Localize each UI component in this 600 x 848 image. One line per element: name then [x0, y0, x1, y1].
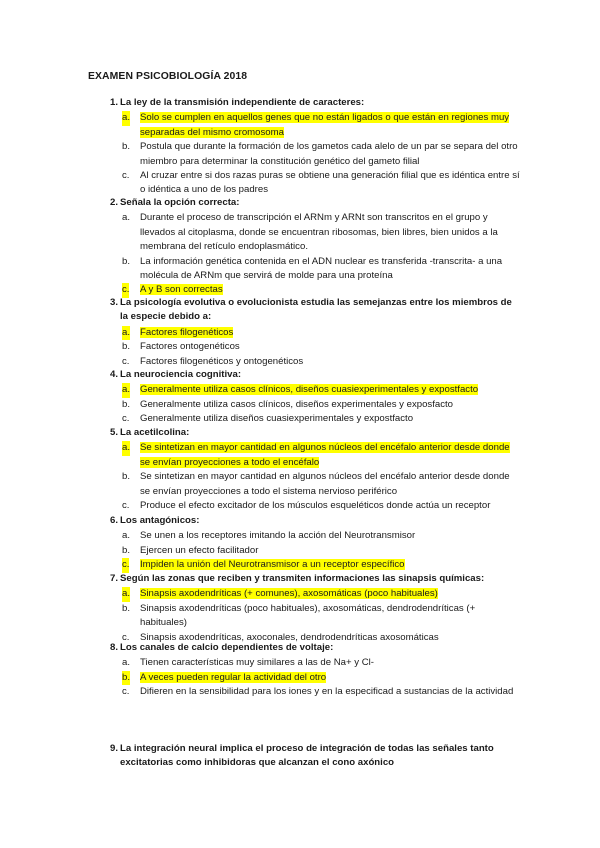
highlighted-answer-text: Factores filogenéticos: [140, 326, 234, 338]
option-letter: b.: [122, 544, 131, 556]
option-letter: c.: [122, 413, 130, 425]
option-list: [102, 111, 522, 197]
option-letter: a.: [122, 326, 130, 340]
option-letter: a.: [122, 441, 130, 455]
option-letter: c.: [122, 631, 130, 643]
question-5: [102, 426, 522, 513]
option-letter: a.: [122, 587, 130, 601]
question-8: [102, 641, 522, 700]
option-letter: c.: [122, 170, 130, 182]
highlighted-answer-text: Sinapsis axodendríticas (+ comunes), axosomáticas (poco habituales): [140, 588, 438, 600]
question-text: La neurociencia cognitiva:: [120, 369, 242, 380]
option-c: [102, 169, 522, 198]
question-text: La integración neural implica el proceso de integración de todas las señales tanto excitatorias como inhibidoras que alcanzan el cono axónico: [120, 743, 494, 769]
option-letter: c.: [122, 355, 130, 367]
question-number: 6.: [109, 515, 118, 526]
option-c: [102, 558, 522, 572]
option-list: [102, 441, 522, 513]
question-number: 2.: [109, 197, 118, 208]
question-7: [102, 572, 522, 645]
option-c: [102, 685, 522, 699]
option-letter: b.: [122, 255, 131, 267]
option-b: [102, 340, 522, 354]
question-text: Señala la opción correcta:: [120, 197, 240, 208]
option-letter: c.: [122, 686, 130, 698]
option-a: [102, 587, 522, 601]
option-letter: b.: [122, 671, 130, 685]
option-letter: b.: [122, 398, 131, 410]
option-text: Ejercen un efecto facilitador: [140, 544, 259, 556]
highlighted-answer-text: Generalmente utiliza casos clínicos, diseños cuasiexperimentales y expostfacto: [140, 384, 479, 396]
option-b: [102, 470, 522, 499]
option-letter: a.: [122, 383, 130, 397]
option-letter: a.: [122, 111, 130, 125]
option-b: [102, 671, 522, 685]
option-c: [102, 355, 522, 369]
option-letter: c.: [122, 558, 129, 572]
option-letter: c.: [122, 283, 129, 297]
option-a: [102, 326, 522, 340]
question-6: [102, 514, 522, 573]
option-text: Sinapsis axodendríticas, axoconales, dendrodendríticas axosomáticas: [140, 631, 439, 643]
option-letter: a.: [122, 530, 131, 542]
option-a: [102, 529, 522, 543]
highlighted-answer-text: Solo se cumplen en aquellos genes que no están ligados o que están en regiones muy separadas del mismo cromosoma: [140, 112, 510, 138]
highlighted-answer-text: A y B son correctas: [140, 284, 223, 296]
question-number: 8.: [109, 642, 118, 653]
option-b: [102, 398, 522, 412]
option-letter: c.: [122, 500, 130, 512]
option-text: Factores ontogenéticos: [140, 341, 240, 353]
option-text: Se unen a los receptores imitando la acción del Neurotransmisor: [140, 530, 416, 542]
option-letter: b.: [122, 341, 131, 353]
option-c: [102, 412, 522, 426]
option-a: [102, 211, 522, 254]
question-text: Según las zonas que reciben y transmiten informaciones las sinapsis químicas:: [120, 573, 485, 584]
question-number: 4.: [109, 369, 118, 380]
question-4: [102, 368, 522, 427]
question-number: 5.: [109, 427, 118, 438]
option-list: [102, 211, 522, 297]
question-text: La psicología evolutiva o evolucionista estudia las semejanzas entre los miembros de la especie debido a:: [120, 297, 512, 323]
highlighted-answer-text: A veces pueden regular la actividad del otro: [140, 671, 327, 683]
question-number: 1.: [109, 97, 118, 108]
option-list: [102, 587, 522, 645]
option-b: [102, 140, 522, 169]
question-text: Los canales de calcio dependientes de voltaje:: [120, 642, 334, 653]
highlighted-answer-text: Impiden la unión del Neurotransmisor a un receptor específico: [140, 559, 405, 571]
question-number: 3.: [109, 297, 118, 308]
option-text: Generalmente utiliza casos clínicos, diseños experimentales y exposfacto: [140, 398, 454, 410]
highlighted-answer-text: Se sintetizan en mayor cantidad en algunos núcleos del encéfalo anterior desde donde se envían proyecciones a todo el encéfalo: [140, 442, 510, 468]
option-text: Durante el proceso de transcripción el ARNm y ARNt son transcritos en el grupo y llevados al citoplasma, donde se encuentran ribosomas, bien libres, bien unidos a la membrana del retículo endoplasmático.: [140, 212, 498, 253]
option-a: [102, 656, 522, 670]
option-b: [102, 544, 522, 558]
option-text: Tienen características muy similares a las de Na+ y Cl-: [140, 657, 374, 669]
question-9: [102, 742, 522, 771]
option-letter: a.: [122, 657, 131, 669]
option-text: Se sintetizan en mayor cantidad en algunos núcleos del encéfalo anterior desde donde se envían proyecciones a todo el sistema nervioso periférico: [140, 471, 510, 497]
option-list: [102, 529, 522, 572]
option-text: Al cruzar entre si dos razas puras se obtiene una generación filial que es idéntica entre sí o idéntica a uno de los padres: [140, 170, 520, 196]
option-c: [102, 499, 522, 513]
question-1: [102, 96, 522, 198]
option-a: [102, 441, 522, 470]
option-list: [102, 656, 522, 699]
option-a: [102, 111, 522, 140]
question-number: 7.: [109, 573, 118, 584]
option-text: Factores filogenéticos y ontogenéticos: [140, 355, 304, 367]
option-text: Sinapsis axodendríticas (poco habituales), axosomáticas, dendrodendríticas (+ habituales): [140, 602, 476, 629]
question-3: [102, 296, 522, 369]
option-letter: a.: [122, 212, 131, 224]
question-text: Los antagónicos:: [120, 515, 200, 526]
option-text: Produce el efecto excitador de los músculos esqueléticos donde actúa un receptor: [140, 500, 491, 512]
option-list: [102, 326, 522, 369]
option-text: Generalmente utiliza diseños cuasiexperimentales y expostfacto: [140, 413, 414, 425]
option-text: Difieren en la sensibilidad para los iones y en la especificad a sustancias de la actividad: [140, 686, 514, 698]
option-b: [102, 602, 522, 631]
option-letter: b.: [122, 141, 131, 153]
question-text: La ley de la transmisión independiente de caracteres:: [120, 97, 365, 108]
question-text: La acetilcolina:: [120, 427, 190, 438]
option-b: [102, 255, 522, 284]
exam-title: EXAMEN PSICOBIOLOGÍA 2018: [88, 71, 248, 82]
option-letter: b.: [122, 471, 131, 483]
option-text: Postula que durante la formación de los gametos cada alelo de un par se separa del otro miembro para determinar la constitución genético del gameto filial: [140, 141, 518, 167]
question-2: [102, 196, 522, 298]
option-list: [102, 383, 522, 426]
option-a: [102, 383, 522, 397]
option-letter: b.: [122, 602, 131, 614]
option-text: La información genética contenida en el ADN nuclear es transferida -transcrita- a una molécula de ARNm que servirá de molde para una proteína: [140, 255, 503, 282]
question-number: 9.: [109, 743, 118, 754]
